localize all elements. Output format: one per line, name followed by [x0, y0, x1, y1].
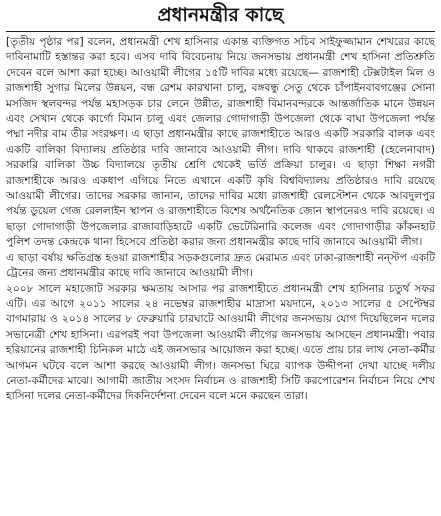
continuation-reference: [তৃতীয় পৃষ্ঠার পর]	[6, 36, 84, 48]
paragraph-text: এ ছাড়া বর্ষায় ক্ষতিগ্রস্ত হওয়া রাজশাহীর সড়কগুলোর দ্রুত মেরামত এবং ঢাকা-রাজশাহী নন্স্টপ একটি ট্রেনের জন্য প্রধানমন্ত্রীর কাছে দাবি জানাবে আওয়ামী লীগ।	[6, 251, 435, 280]
paragraph-text: ২০০৮ সালে মহাজোট সরকার ক্ষমতায় আসার পর রাজশাহীতে প্রধানমন্ত্রী শেখ হাসিনার চতুর্থ সফর এটি। এর আগে ২০১১ সালের ২৪ নভেম্বর রাজশাহীর মাদ্রাসা ময়দানে, ২০১৩ সালের ৫ সেপ্টেম্বর বাগমারায় ও ২০১৪ সালের ৮ ফেব্রুয়ারি চারঘাটে আওয়ামী লীগের জনসভায় যোগ দিয়েছিলেন দলের সভানেত্রী শেখ হাসিনা। এরপরই পবা উপজেলা আওয়ামী লীগের জনসভায় আসছেন প্রধানমন্ত্রী। পবার হরিয়ানের রাজশাহী চিনিকল মাঠে এই জনসভার আয়োজন করা হচ্ছে। এতে প্রায় চার লাখ নেতা-কর্মীর আগমন ঘটবে বলে আশা করছে আওয়ামী লীগ। জনসভা ঘিরে ব্যাপক উদ্দীপনা দেখা যাচ্ছে দলীয় নেতা-কর্মীদের মাঝে। আগামী জাতীয় সংসদ নির্বাচন ও রাজশাহী সিটি করপোরেশন নির্বাচন নিয়ে শেখ হাসিনা দলের নেতা-কর্মীদের দিকনির্দেশনা দেবেন বলে মনে করছেন তারা।	[6, 282, 435, 403]
article-paragraph-3	[6, 282, 435, 405]
paragraph-text: বলেন, প্রধানমন্ত্রী শেখ হাসিনার একান্ত ব্যক্তিগত সচিব সাইফুজ্জামান শেখরের কাছে দাবিনামাটি হস্তান্তর করা হবে। এসব দাবি বিবেচনায় নিয়ে জনসভায় প্রধানমন্ত্রী শেখ হাসিনা প্রতিশ্রুতি দেবেন বলে আশা করা হচ্ছে। আওয়ামী লীগের ১৫টি দাবির মধ্যে রয়েছে— রাজশাহী টেক্সটাইল মিল ও রাজশাহী সুগার মিলের উন্নয়ন, বন্ধ রেশম কারখানা চালু, বঙ্গবন্ধু সেতু থেকে চাঁপাইনবাবগঞ্জের সোনা মসজিদ স্থলবন্দর পর্যন্ত মহাসড়ক চার লেনে উন্নীত, রাজশাহী বিমানবন্দরকে আন্তর্জাতিক মানে উন্নয়ন এবং সেখান থেকে কার্গো বিমান চালু এবং জেলার গোদাগাড়ী উপজেলা থেকে বাঘা উপজেলা পর্যন্ত পদ্মা নদীর বাম তীর সংরক্ষণ। এ ছাড়া প্রধানমন্ত্রীর কাছে রাজশাহীতে আরও একটি সরকারি বালক এবং একটি বালিকা বিদ্যালয় প্রতিষ্ঠার দাবি জানাবে আওয়ামী লীগ। দাবি থাকবে রাজশাহী (হেলেনাবাদ) সরকারি বালিকা উচ্চ বিদ্যালয়ে তৃতীয় শ্রেণি থেকেই ভর্তি প্রক্রিয়া চালুর। এ ছাড়া শিক্ষা নগরী রাজশাহীকে আরও একধাপ এগিয়ে নিতে এখানে একটি কৃষি বিশ্ববিদ্যালয় প্রতিষ্ঠারও দাবি রয়েছে আওয়ামী লীগের। তাদের সরকার জানান, তাদের দাবির মধ্যে রাজশাহী রেলস্টেশন থেকে আবদুলপুর পর্যন্ত ডুয়েল গেজ রেললাইন স্থাপন ও রাজশাহীতে বিশেষ অর্থনৈতিক জোন স্থাপনেরও দাবি রয়েছে। এ ছাড়া গোদাগাড়ী উপজেলার রাজাবাড়িহাটে একটি ভেটেরিনারি কলেজ এবং গোদাগাড়ীর কাঁকনহাট পুলিশ তদন্ত কেন্দ্রকে থানা হিসেবে প্রতিষ্ঠা করার জন্য প্রধানমন্ত্রীর কাছে দাবি জানাবে আওয়ামী লীগ।	[6, 36, 435, 249]
article-body	[6, 35, 435, 405]
headline: প্রধানমন্ত্রীর কাছে	[157, 4, 284, 26]
article-paragraph-1	[6, 35, 435, 251]
headline-divider	[6, 31, 435, 32]
article-paragraph-2	[6, 251, 435, 282]
